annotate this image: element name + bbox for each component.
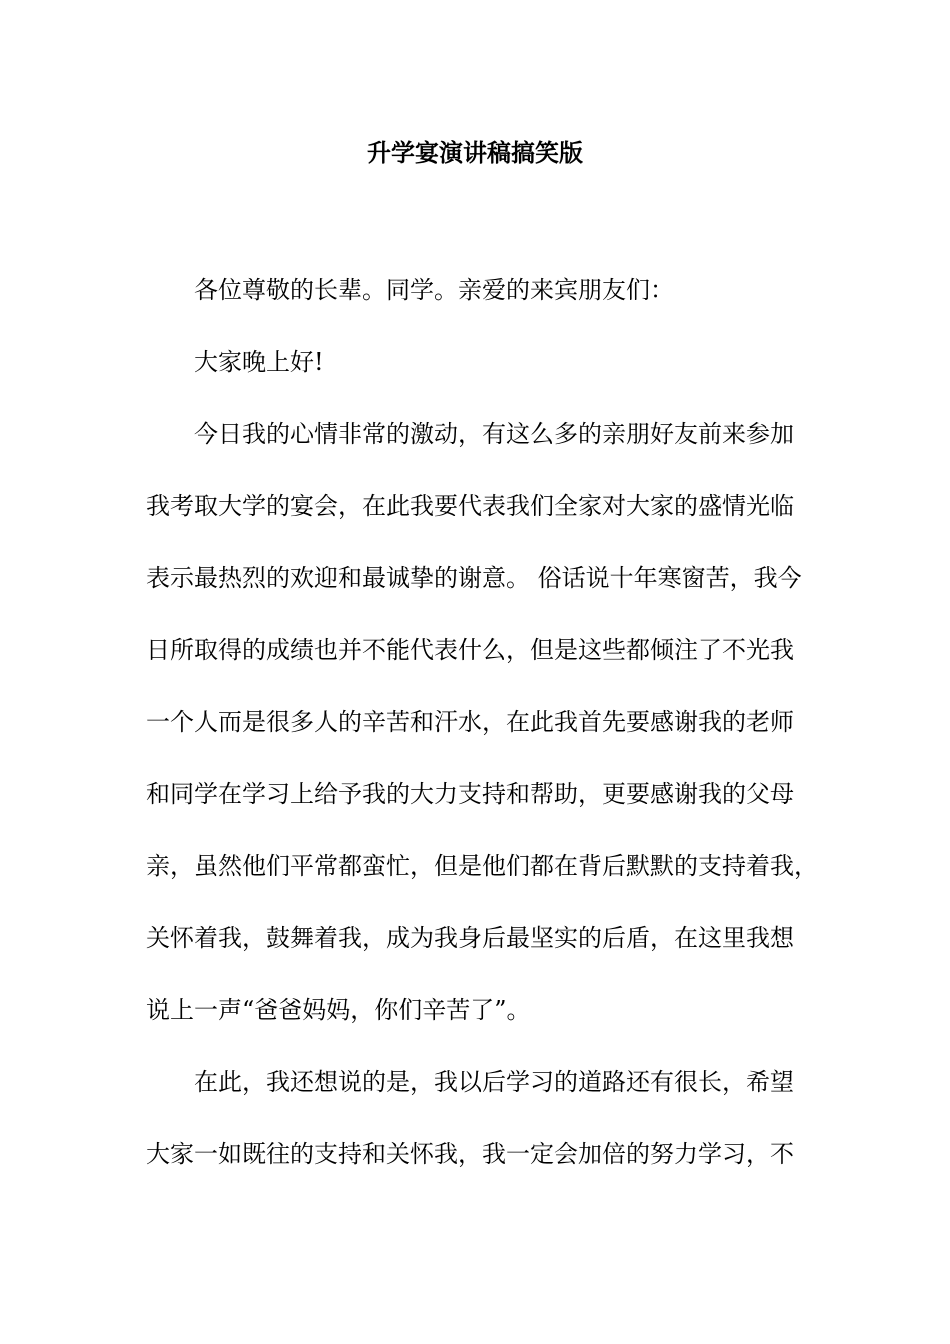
paragraph-good-evening: [146, 326, 806, 398]
text-line: 大家晚上好!: [194, 348, 324, 376]
text-line: 关怀着我，鼓舞着我，成为我身后最坚实的后盾，在这里我想: [146, 924, 794, 952]
text-line: 日所取得的成绩也并不能代表什么，但是这些都倾注了不光我: [146, 636, 794, 664]
paragraph-greeting: [146, 254, 806, 326]
text-line: 各位尊敬的长辈。同学。亲爱的来宾朋友们：: [194, 276, 674, 304]
document-body: [146, 254, 818, 1190]
text-line: 亲，虽然他们平常都蛮忙，但是他们都在背后默默的支持着我，: [146, 852, 818, 880]
paragraph-gratitude: [146, 398, 818, 1046]
text-line: 一个人而是很多人的辛苦和汗水，在此我首先要感谢我的老师: [146, 708, 794, 736]
text-line: 表示最热烈的欢迎和最诚挚的谢意。 俗话说十年寒窗苦，我今: [146, 564, 802, 592]
text-line: 和同学在学习上给予我的大力支持和帮助，更要感谢我的父母: [146, 780, 794, 808]
text-line: 说上一声“爸爸妈妈，你们辛苦了”。: [146, 996, 531, 1024]
text-line: 大家一如既往的支持和关怀我，我一定会加倍的努力学习，不: [146, 1140, 794, 1168]
document-title: 升学宴演讲稿搞笑版: [367, 138, 583, 167]
text-line: 在此，我还想说的是，我以后学习的道路还有很长，希望: [194, 1068, 794, 1096]
text-line: 今日我的心情非常的激动，有这么多的亲朋好友前来参加: [194, 420, 794, 448]
text-line: 我考取大学的宴会，在此我要代表我们全家对大家的盛情光临: [146, 492, 794, 520]
paragraph-future: [146, 1046, 806, 1190]
